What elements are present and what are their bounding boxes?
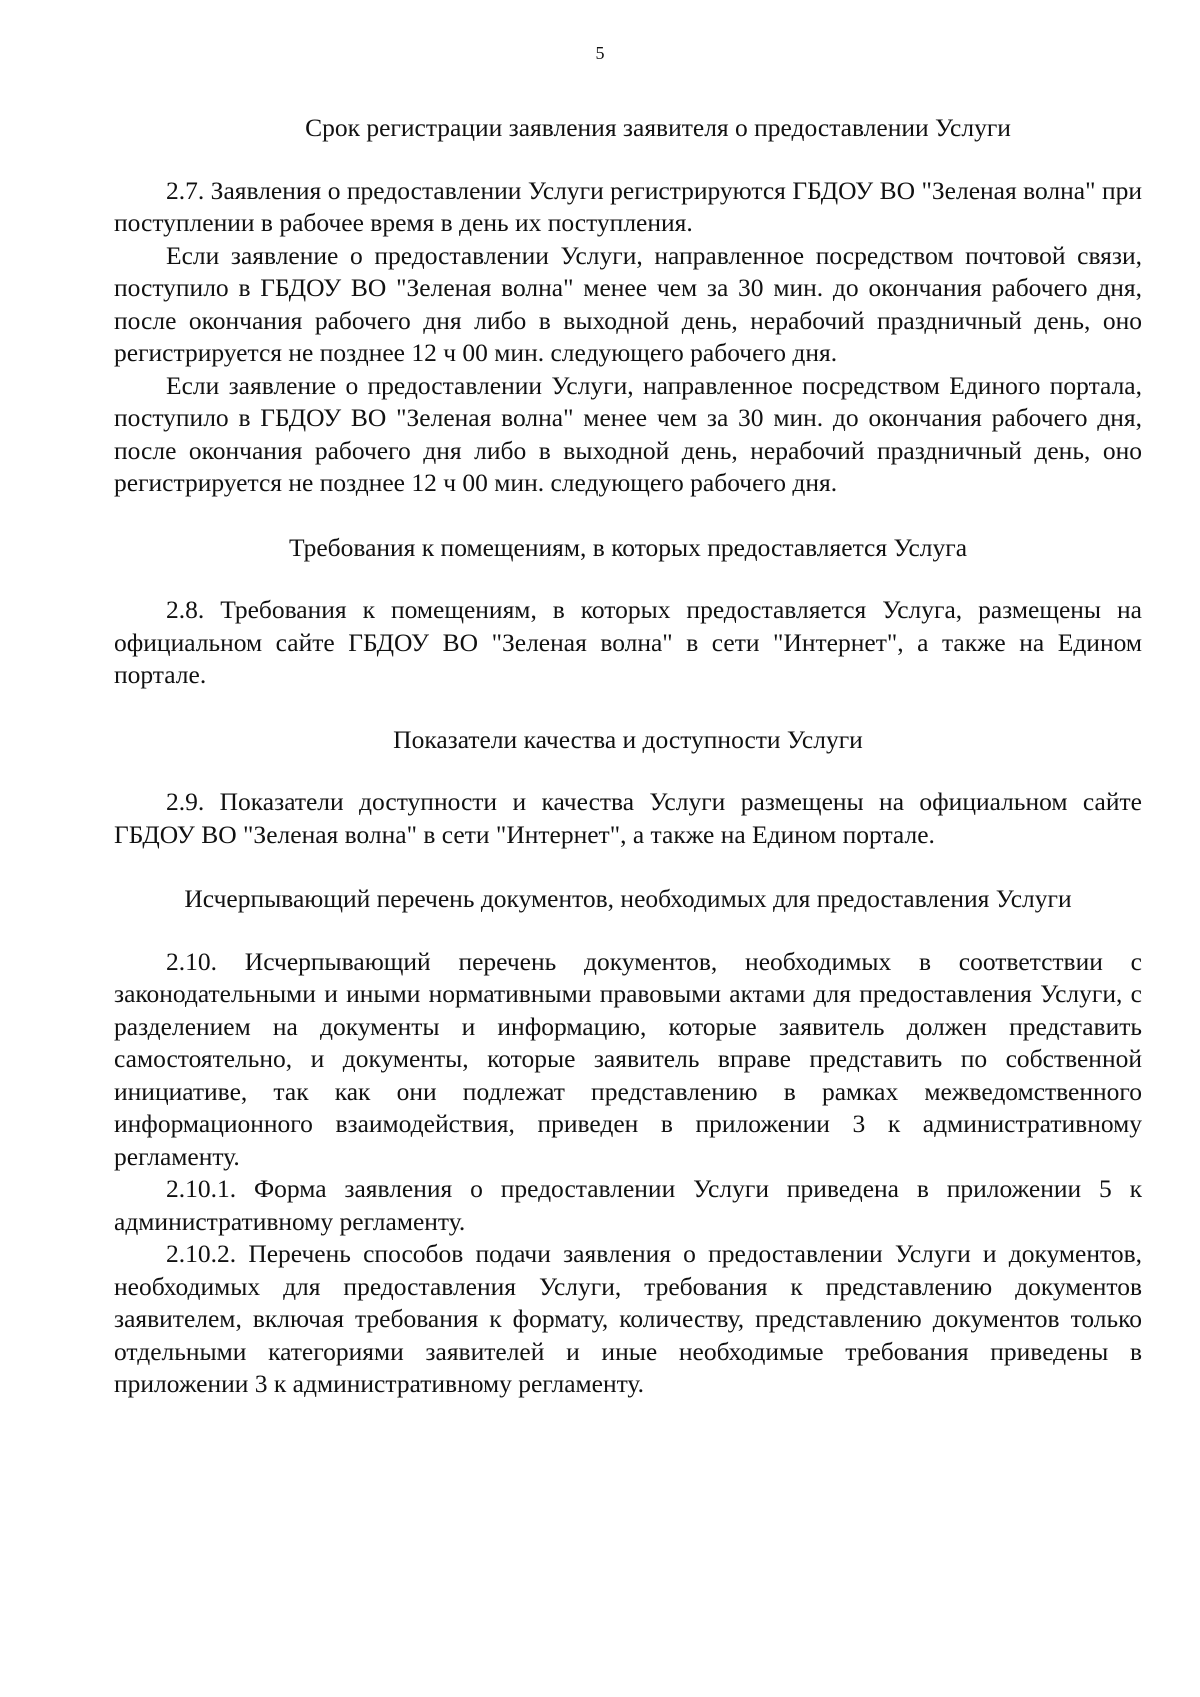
section-heading-premises: Требования к помещениям, в которых предоставляется Услуга (288, 532, 968, 562)
paragraph-2-10-2: 2.10.2. Перечень способов подачи заявления о предоставлении Услуги и документов, необходимых для предоставления Услуги, требования к представлению документов заявителем, включая требования к формату, количеству, представлению документов только отдельными категориями заявителей и иные необходимые требования приведены в приложении 3 к административному регламенту. (114, 1239, 1142, 1398)
section-heading-registration: Срок регистрации заявления заявителя о предоставлении Услуги (305, 113, 1011, 142)
paragraph-2-10: 2.10. Исчерпывающий перечень документов, необходимых в соответствии с законодательными и иными нормативными правовыми актами для предоставления Услуги, с разделением на документы и информацию, которые заявитель должен представить самостоятельно, и документы, которые заявитель вправе представить по собственной инициативе, так как они подлежат представлению в рамках межведомственного информационного взаимодействия, приведен в приложении 3 к административному регламенту. (114, 946, 1142, 1171)
paragraph-postal: Если заявление о предоставлении Услуги, направленное посредством почтовой связи, поступило в ГБДОУ ВО "Зеленая волна" менее чем за 30 мин. до окончания рабочего дня, после окончания рабочего дня либо в выходной день, нерабочий праздничный день, оно регистрируется не позднее 12 ч 00 мин. следующего рабочего дня. (114, 240, 1142, 367)
paragraph-2-8: 2.8. Требования к помещениям, в которых предоставляется Услуга, размещены на официальном сайте ГБДОУ ВО "Зеленая волна" в сети "Интернет", а также на Едином портале. (114, 595, 1142, 689)
section-heading-quality: Показатели качества и доступности Услуги (393, 724, 863, 754)
paragraph-2-10-1: 2.10.1. Форма заявления о предоставлении Услуги приведена в приложении 5 к административному регламенту. (114, 1174, 1142, 1236)
document-body (114, 112, 1142, 1401)
paragraph-portal: Если заявление о предоставлении Услуги, направленное посредством Единого портала, поступило в ГБДОУ ВО "Зеленая волна" менее чем за 30 мин. до окончания рабочего дня, после окончания рабочего дня либо в выходной день, нерабочий праздничный день, оно регистрируется не позднее 12 ч 00 мин. следующего рабочего дня. (114, 370, 1142, 497)
paragraph-2-7: 2.7. Заявления о предоставлении Услуги регистрируются ГБДОУ ВО "Зеленая волна" при поступлении в рабочее время в день их поступления. (114, 175, 1142, 237)
section-heading-documents: Исчерпывающий перечень документов, необходимых для предоставления Услуги (184, 884, 1072, 913)
page-number: 5 (595, 43, 605, 63)
paragraph-2-9: 2.9. Показатели доступности и качества Услуги размещены на официальном сайте ГБДОУ ВО "Зеленая волна" в сети "Интернет", а также на Едином портале. (114, 787, 1142, 849)
